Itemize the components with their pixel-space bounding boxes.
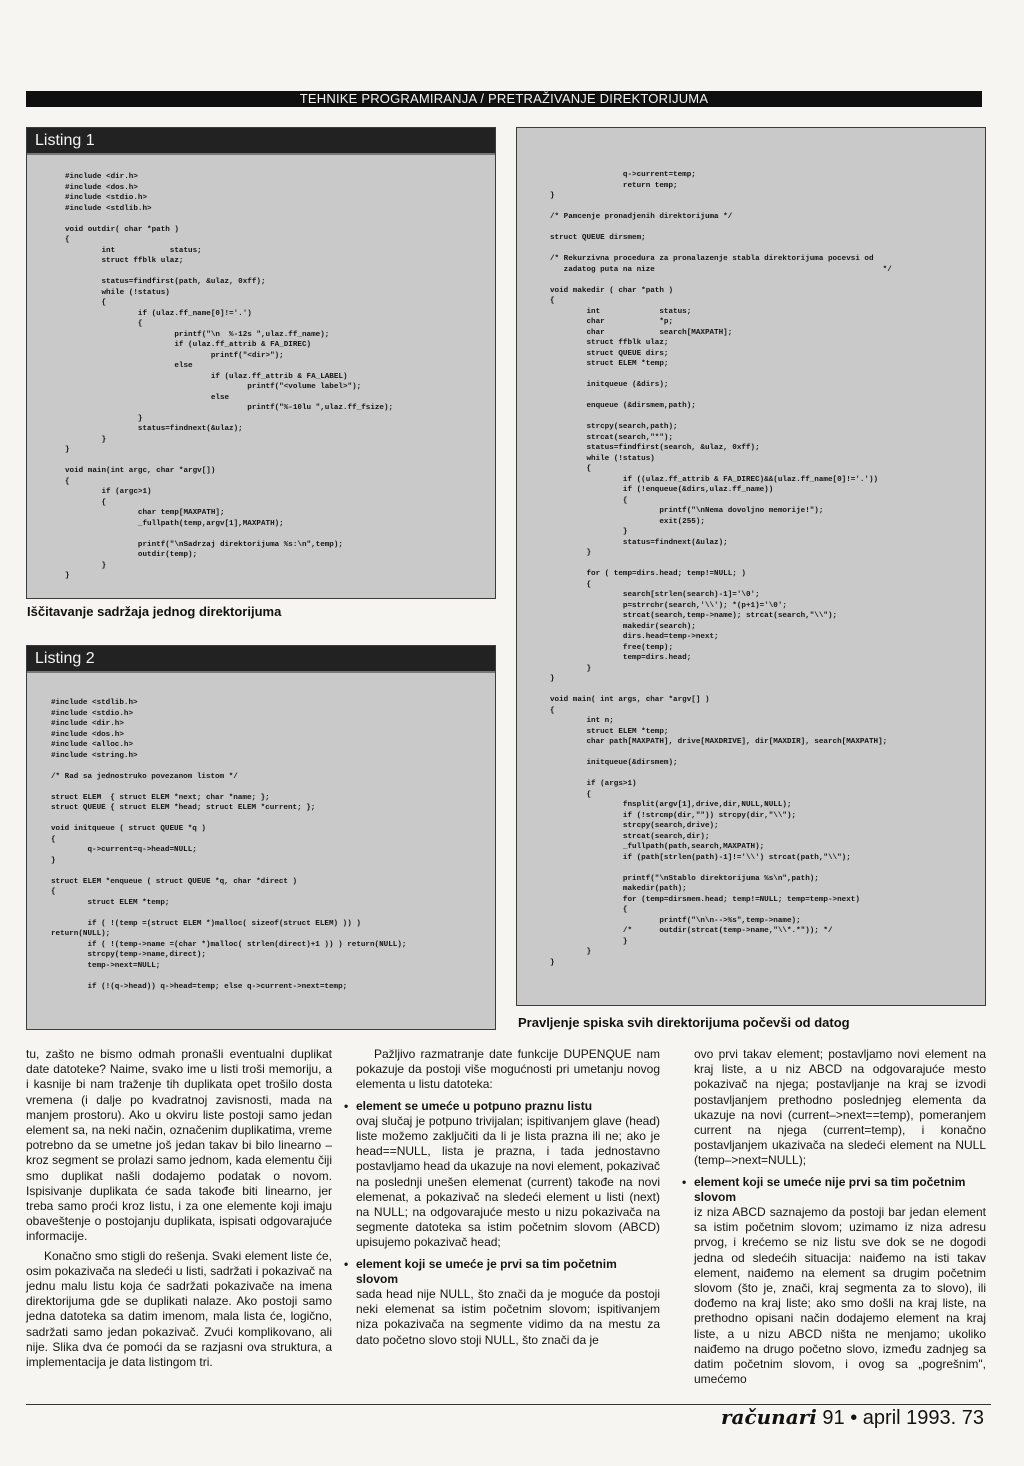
bullet-text: ovaj slučaj je potpuno trivijalan; ispitivanjem glave (head) liste možemo zaključiti da li je lista prazna ili ne; ako je head==NULL, lista je prazna, i tada jednostavno postavljamo head da ukazuje na novi element, pokazivač na poslednji unešen elemenat (current) takođe na novi elemenat, a pokazivač na sledeći element u listi (next) na NULL; na odgovarajuće mesto u nizu pokazivača na segmente datoteka sa istim početnim slovom (ABCD) upisujemo pokazivač head; [356,1113,660,1250]
article-paragraph: Pažljivo razmatranje date funkcije DUPENQUE nam pokazuje da postoji više mogućnosti pri umetanju novog elementa u listu datoteka: [356,1047,660,1092]
bullet-heading: element koji se umeće je prvi sa tim početnim slovom [356,1256,617,1286]
article-paragraph: ovo prvi takav element; postavljamo novi element na kraj liste, a u niz ABCD na odgovarajuće mesto pokazivač na njega; postavljanje na kraj se izvodi postavljanjem prethodno poslednjeg elementa da ukazuje na novi (current–>next==temp), pomeranjem current na njega (current=temp), i konačno postavljanjem ukazivača na sledeći element na NULL (temp–>next=NULL); [694,1047,986,1168]
article-column-2 [344,1047,660,1352]
bullet-heading: element koji se umeće nije prvi sa tim početnim slovom [694,1174,966,1204]
bullet-item [682,1174,986,1388]
bullet-heading: element se umeće u potpuno praznu listu [356,1098,593,1113]
bullet-icon: • [344,1256,349,1271]
page-number: 73 [961,1407,984,1429]
bullet-item [344,1098,660,1251]
section-header: TEHNIKE PROGRAMIRANJA / PRETRAŽIVANJE DIREKTORIJUMA [26,91,982,107]
page-footer [721,1405,984,1430]
article-paragraph: Konačno smo stigli do rešenja. Svaki element liste će, osim pokazivača na sledeći u listi, sadržati i pokazivač na jednu malu listu koja će sadržati pokazivače na imena direktorijuma gde se duplikati nalaze. Ako postoji samo jedna datoteka sa datim imenom, mala lista će, logično, sadržati samo jedan pokazivač. Zvući komplikovano, ali nije. Slika dva će pomoći da se razjasni ova struktura, a implementacija je data listingom tri. [26,1248,332,1370]
listing-2-title: Listing 2 [27,646,495,673]
magazine-logo: računari [720,1405,817,1429]
listing-2-code: #include <stdlib.h> #include <stdio.h> #include <dir.h> #include <dos.h> #include <alloc.h> #include <string.h> /* Rad sa jednostruko povezanom listom */ struct ELEM { struct ELEM *next; char *name; }; struct QUEUE { struct ELEM *head; struct ELEM *current; }; void initqueue ( struct QUEUE *q ) { q->current=q->head=NULL; } struct ELEM *enqueue ( struct QUEUE *q, char *direct ) { struct ELEM *temp; if ( !(temp =(struct ELEM *)malloc( sizeof(struct ELEM) )) ) return(NULL); if ( !(temp->name =(char *)malloc( strlen(direct)+1 )) ) return(NULL); strcpy(temp->name,direct); temp->next=NULL; if (!(q->head)) q->head=temp; else q->current->next=temp; [51,699,407,991]
listing-1-title: Listing 1 [27,128,495,155]
listing-2-continued-box [516,127,986,1006]
listing-1-caption: Iščitavanje sadržaja jednog direktorijuma [27,604,282,619]
bullet-icon: • [344,1098,349,1113]
bullet-item [344,1256,660,1348]
article-column-1 [26,1047,332,1374]
article-column-3 [682,1047,986,1391]
bullet-icon: • [682,1174,687,1189]
issue-date: april 1993. [862,1407,957,1429]
issue-number: 91 [822,1407,845,1429]
listing-1-code: #include <dir.h> #include <dos.h> #include <stdio.h> #include <stdlib.h> void outdir( char *path ) { int status; struct ffblk ulaz; status=findfirst(path, &ulaz, 0xff); while (!status) { if (ulaz.ff_name[0]!='.') { printf("\n %-12s ",ulaz.ff_name); if (ulaz.ff_attrib & FA_DIREC) printf("<dir>"); else if (ulaz.ff_attrib & FA_LABEL) printf("<volume label>"); else printf("%-10lu ",ulaz.ff_fsize); } status=findnext(&ulaz); } } void main(int argc, char *argv[]) { if (argc>1) { char temp[MAXPATH]; _fullpath(temp,argv[1],MAXPATH); printf("\nSadrzaj direktorijuma %s:\n",temp); outdir(temp); } } [65,173,394,580]
bullet-text: iz niza ABCD saznajemo da postoji bar jedan element sa istim početnim slovom; uzimamo iz niza adresu prvog, i krećemo se niz listu sve dok se ne dogodi jedna od sledećih situacija: naiđemo na isti takav element, naiđemo na element sa drugim početnim slovom (što je, znači, kraj segmenta za to slovo), ili dođemo na kraj liste; ako smo došli na kraj liste, na prethodno opisani način dodajemo element na kraj liste, a u nizu ABCD ništa ne menjamo; ukoliko naiđemo na drugo početno slovo, između zadnjeg sa datim početnim slovom, i ovog sa „pogrešnim", umećemo [694,1205,986,1387]
listing-2-continued-code: q->current=temp; return temp; } /* Pamcenje pronadjenih direktorijuma */ struct QUEUE dirsmem; /* Rekurzivna procedura za pronalazenje stabla direktorijuma pocevsi od zadatog puta na nize */ void makedir ( char *path ) { int status; char *p; char search[MAXPATH]; struct ffblk ulaz; struct QUEUE dirs; struct ELEM *temp; initqueue (&dirs); enqueue (&dirsmem,path); strcpy(search,path); strcat(search,"*"); status=findfirst(search, &ulaz, 0xff); while (!status) { if ((ulaz.ff_attrib & FA_DIREC)&&(ulaz.ff_name[0]!='.')) if (!enqueue(&dirs,ulaz.ff_name)) { printf("\nNema dovoljno memorije!"); exit(255); } status=findnext(&ulaz); } for ( temp=dirs.head; temp!=NULL; ) { search[strlen(search)-1]='\0'; p=strrchr(search,'\\'); *(p+1)='\0'; strcat(search,temp->name); strcat(search,"\\"); makedir(search); dirs.head=temp->next; free(temp); temp=dirs.head; } } void main( int args, char *argv[] ) { int n; struct ELEM *temp; char path[MAXPATH], drive[MAXDRIVE], dir[MAXDIR], search[MAXPATH]; initqueue(&dirsmem); if (args>1) { fnsplit(argv[1],drive,dir,NULL,NULL); if (!strcmp(dir,"")) strcpy(dir,"\\"); strcpy(search,drive); strcat(search,dir); _fullpath(path,search,MAXPATH); if (path[strlen(path)-1]!='\\') strcat(path,"\\"); printf("\nStablo direktorijuma %s\n",path); makedir(path); for (temp=dirsmem.head; temp!=NULL; temp=temp->next) { printf("\n\n-->%s",temp->name); /* outdir(strcat(temp->name,"\\*.*")); */ } } } [550,171,892,967]
listing-2-caption: Pravljenje spiska svih direktorijuma počevši od datog [518,1015,850,1030]
bullet-text: sada head nije NULL, što znači da je moguće da postoji neki elemenat sa istim početnim slovom; ispitivanjem niza pokazivača na segmente vidimo da na mestu za dato početno slovo stoji NULL, što znači da je [356,1287,660,1347]
listing-2-box [26,645,496,1030]
article-paragraph: tu, zašto ne bismo odmah pronašli eventualni duplikat date datoteke? Naime, svako ime u listi troši memoriju, a i kasnije bi nam traženje tih duplikata opet trošilo dosta vremena (i dalje po kvadratnoj zavisnosti, mada na manjem prostoru). Ako u okviru liste postoji samo jedan element sa, na neki način, označenim duplikatima, vreme potrebno da se umetne još jedan takav bi bilo linearno – kroz segment se prolazi samo jednom, kada elementu čiji smo duplikat našli dodajemo podatak o novom. Ispisivanje duplikata će sada takođe biti linearno, jer treba samo proći kroz listu, i za one elemente koji imaju obaveštenje o postojanju duplikata, ispisati odgovarajuće informacije. [26,1047,332,1244]
footer-bullet-icon: • [850,1407,858,1429]
listing-1-box [26,127,496,599]
